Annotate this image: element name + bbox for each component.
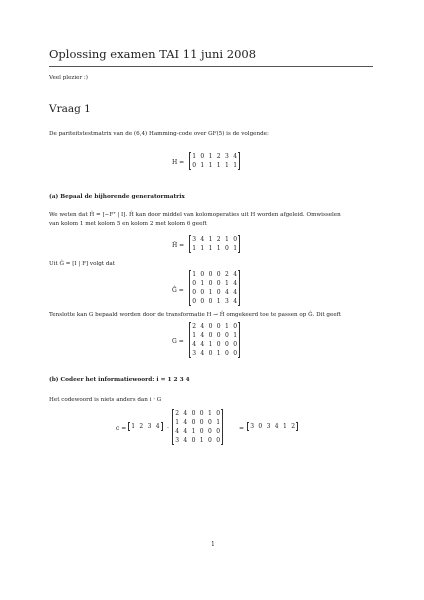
g-matrix-b-cell: 0 xyxy=(208,437,212,444)
ghat-matrix-cell: 4 xyxy=(233,280,238,287)
g-matrix-cell: 0 xyxy=(225,341,229,348)
g-matrix-b-cell: 4 xyxy=(175,428,180,435)
intro-text: De pariteitstestmatrix van de (6,4) Hamming-code over GF(5) is de volgende: xyxy=(49,131,269,137)
g-matrix-cell: 2 xyxy=(192,323,197,330)
ghat-matrix-row xyxy=(190,288,240,297)
matrix-bracket xyxy=(189,270,191,306)
g-matrix-cell: 0 xyxy=(216,323,221,330)
ghat-matrix-cell: 1 xyxy=(192,271,197,278)
matrix-bracket xyxy=(296,422,298,431)
ghat-matrix xyxy=(189,270,240,306)
h-matrix-cell: 3 xyxy=(225,153,229,160)
document-title: Oplossing examen TAI 11 juni 2008 xyxy=(49,47,257,61)
h-label: H = xyxy=(172,159,185,166)
g-matrix xyxy=(189,322,240,358)
matrix-bracket xyxy=(128,422,130,431)
g-matrix-cell: 1 xyxy=(233,332,238,339)
ghat-matrix-cell: 0 xyxy=(200,298,205,305)
g-matrix-b-cell: 0 xyxy=(199,419,204,426)
part-b-line1: Het codewoord is niets anders dan i · G xyxy=(49,397,162,403)
ghat-matrix-cell: 0 xyxy=(192,280,197,287)
h-matrix-cell: 0 xyxy=(200,153,205,160)
g-matrix-cell: 1 xyxy=(216,350,221,357)
hhat-matrix-row xyxy=(190,235,240,244)
g-matrix-cell: 4 xyxy=(200,323,205,330)
ghat-label: Ĝ = xyxy=(172,287,184,294)
result-vector xyxy=(247,422,298,431)
g-matrix-b-cell: 4 xyxy=(183,419,188,426)
matrix-bracket xyxy=(247,422,249,431)
g-matrix-b-cell: 1 xyxy=(216,419,221,426)
ghat-matrix-cell: 0 xyxy=(192,289,197,296)
g-matrix-cell: 0 xyxy=(216,341,221,348)
ghat-matrix-cell: 4 xyxy=(233,298,238,305)
ghat-matrix-cell: 0 xyxy=(200,271,205,278)
part-a-line4: Tenslotte kan G bepaald worden door de transformatie H → Ĥ omgekeerd toe te passen op Ĝ. Dit geeft xyxy=(49,312,341,318)
hhat-matrix-cell: 1 xyxy=(225,236,229,243)
part-a-line2: van kolom 1 met kolom 5 en kolom 2 met kolom 6 geeft xyxy=(49,221,207,227)
part-a-line3: Uit Ĝ = [I | F] volgt dat xyxy=(49,261,116,267)
g-matrix-b-cell: 0 xyxy=(191,419,196,426)
ghat-matrix-row xyxy=(190,270,240,279)
h-matrix-cell: 1 xyxy=(192,153,197,160)
hhat-matrix-cell: 1 xyxy=(216,245,221,252)
h-matrix-cell: 0 xyxy=(192,162,197,169)
g-matrix-b-cell: 0 xyxy=(199,410,204,417)
result-vector-row xyxy=(248,422,298,431)
g-matrix-b-cell: 0 xyxy=(216,437,221,444)
i-vector-cell: 1 xyxy=(131,423,136,430)
hhat-matrix-cell: 4 xyxy=(200,236,205,243)
hhat-matrix-cell: 1 xyxy=(208,245,213,252)
g-matrix-b-row xyxy=(173,427,223,436)
ghat-matrix-cell: 1 xyxy=(225,280,229,287)
g-matrix-b-cell: 4 xyxy=(183,428,188,435)
ghat-matrix-cell: 0 xyxy=(216,280,221,287)
h-matrix xyxy=(189,152,240,170)
h-matrix-cell: 1 xyxy=(208,162,213,169)
g-matrix-row xyxy=(190,322,240,331)
i-vector-cell: 3 xyxy=(147,423,152,430)
result-vector-cell: 4 xyxy=(274,423,279,430)
i-vector-cell: 2 xyxy=(139,423,144,430)
hhat-matrix-cell: 1 xyxy=(233,245,238,252)
h-matrix-cell: 1 xyxy=(216,162,221,169)
matrix-bracket xyxy=(189,152,191,170)
ghat-matrix-cell: 2 xyxy=(225,271,229,278)
ghat-matrix-cell: 0 xyxy=(208,298,213,305)
ghat-matrix-cell: 4 xyxy=(233,289,238,296)
g-matrix-cell: 1 xyxy=(225,323,229,330)
g-matrix-cell: 4 xyxy=(192,341,197,348)
ghat-matrix-cell: 0 xyxy=(192,298,197,305)
hhat-matrix-cell: 3 xyxy=(192,236,197,243)
matrix-bracket xyxy=(238,152,240,170)
ghat-matrix-cell: 3 xyxy=(225,298,229,305)
g-matrix-b-cell: 4 xyxy=(183,410,188,417)
ghat-matrix-cell: 1 xyxy=(208,289,213,296)
result-vector-cell: 3 xyxy=(250,423,255,430)
matrix-bracket xyxy=(221,409,223,445)
g-matrix-cell: 1 xyxy=(192,332,197,339)
ghat-matrix-cell: 4 xyxy=(225,289,229,296)
g-matrix-b-row xyxy=(173,436,223,445)
g-matrix-cell: 1 xyxy=(208,341,213,348)
g-matrix-cell: 4 xyxy=(200,341,205,348)
g-matrix-cell: 0 xyxy=(208,332,213,339)
ghat-matrix-cell: 0 xyxy=(208,280,213,287)
ghat-matrix-cell: 0 xyxy=(208,271,213,278)
g-matrix-cell: 3 xyxy=(192,350,197,357)
matrix-bracket xyxy=(189,322,191,358)
g-matrix-row xyxy=(190,349,240,358)
g-matrix-b-cell: 3 xyxy=(175,437,180,444)
part-a-line1: We weten dat Ĥ = [−Fᵀ | I]. Ĥ kan door middel van kolomoperaties uit H worden afgeleid. Omwisselen xyxy=(49,212,341,218)
matrix-bracket xyxy=(238,235,240,253)
ghat-matrix-cell: 1 xyxy=(216,298,221,305)
g-matrix-b-cell: 0 xyxy=(191,437,196,444)
result-vector-cell: 1 xyxy=(283,423,287,430)
equals-sign: = xyxy=(239,425,245,432)
g-matrix-b-row xyxy=(173,418,223,427)
c-label: c = xyxy=(116,425,127,432)
hhat-matrix xyxy=(189,235,240,253)
matrix-bracket xyxy=(238,322,240,358)
hhat-matrix-row xyxy=(190,244,240,253)
h-matrix-cell: 4 xyxy=(233,153,238,160)
matrix-bracket xyxy=(172,409,174,445)
g-matrix-b-cell: 2 xyxy=(175,410,180,417)
g-matrix-b-cell: 1 xyxy=(191,428,196,435)
g-matrix-b-cell: 0 xyxy=(216,410,221,417)
g-matrix-cell: 4 xyxy=(200,350,205,357)
ghat-matrix-cell: 1 xyxy=(200,280,205,287)
title-rule xyxy=(49,66,373,67)
hhat-matrix-cell: 0 xyxy=(233,236,238,243)
g-matrix-b-cell: 0 xyxy=(216,428,221,435)
hhat-label: Ĥ = xyxy=(172,242,185,249)
h-matrix-cell: 1 xyxy=(200,162,205,169)
result-vector-cell: 3 xyxy=(266,423,271,430)
dot-operator: · xyxy=(167,425,169,432)
g-matrix-row xyxy=(190,331,240,340)
g-matrix-b-cell: 0 xyxy=(199,428,204,435)
g-matrix-b-cell: 4 xyxy=(183,437,188,444)
g-matrix-cell: 0 xyxy=(233,350,238,357)
hhat-matrix-cell: 1 xyxy=(208,236,213,243)
g-matrix-cell: 0 xyxy=(233,341,238,348)
part-a-heading: (a) Bepaal de bijhorende generatormatrix xyxy=(49,194,185,200)
ghat-matrix-cell: 0 xyxy=(216,289,221,296)
g-matrix-cell: 0 xyxy=(225,332,229,339)
result-vector-cell: 2 xyxy=(291,423,296,430)
g-matrix-cell: 4 xyxy=(200,332,205,339)
g-matrix-b-cell: 1 xyxy=(175,419,180,426)
subtitle: Veel plezier :) xyxy=(49,75,88,81)
matrix-bracket xyxy=(161,422,163,431)
g-matrix-cell: 0 xyxy=(216,332,221,339)
g-matrix-cell: 0 xyxy=(208,323,213,330)
ghat-matrix-cell: 4 xyxy=(233,271,238,278)
hhat-matrix-cell: 1 xyxy=(192,245,197,252)
g-label: G = xyxy=(172,338,184,345)
i-vector-cell: 4 xyxy=(155,423,160,430)
g-matrix-b-cell: 0 xyxy=(191,410,196,417)
ghat-matrix-cell: 0 xyxy=(200,289,205,296)
g-matrix-b-cell: 1 xyxy=(199,437,204,444)
g-matrix-b xyxy=(172,409,223,445)
section-heading: Vraag 1 xyxy=(49,103,91,115)
i-vector-row xyxy=(129,422,163,431)
i-vector xyxy=(128,422,163,431)
page-number: 1 xyxy=(211,541,215,548)
h-matrix-row xyxy=(190,161,240,170)
g-matrix-b-cell: 1 xyxy=(208,410,212,417)
h-matrix-cell: 1 xyxy=(208,153,213,160)
h-matrix-cell: 2 xyxy=(216,153,221,160)
result-vector-cell: 0 xyxy=(258,423,263,430)
ghat-matrix-cell: 0 xyxy=(216,271,221,278)
hhat-matrix-cell: 1 xyxy=(200,245,205,252)
h-matrix-row xyxy=(190,152,240,161)
g-matrix-b-cell: 0 xyxy=(208,419,212,426)
g-matrix-cell: 0 xyxy=(225,350,229,357)
h-matrix-cell: 1 xyxy=(225,162,229,169)
g-matrix-cell: 0 xyxy=(233,323,238,330)
hhat-matrix-cell: 0 xyxy=(225,245,229,252)
part-b-heading: (b) Codeer het informatiewoord: i = 1 2 3 4 xyxy=(49,377,190,383)
g-matrix-cell: 0 xyxy=(208,350,213,357)
matrix-bracket xyxy=(189,235,191,253)
ghat-matrix-row xyxy=(190,297,240,306)
matrix-bracket xyxy=(238,270,240,306)
ghat-matrix-row xyxy=(190,279,240,288)
g-matrix-row xyxy=(190,340,240,349)
g-matrix-b-cell: 0 xyxy=(208,428,212,435)
hhat-matrix-cell: 2 xyxy=(216,236,221,243)
g-matrix-b-row xyxy=(173,409,223,418)
h-matrix-cell: 1 xyxy=(233,162,238,169)
